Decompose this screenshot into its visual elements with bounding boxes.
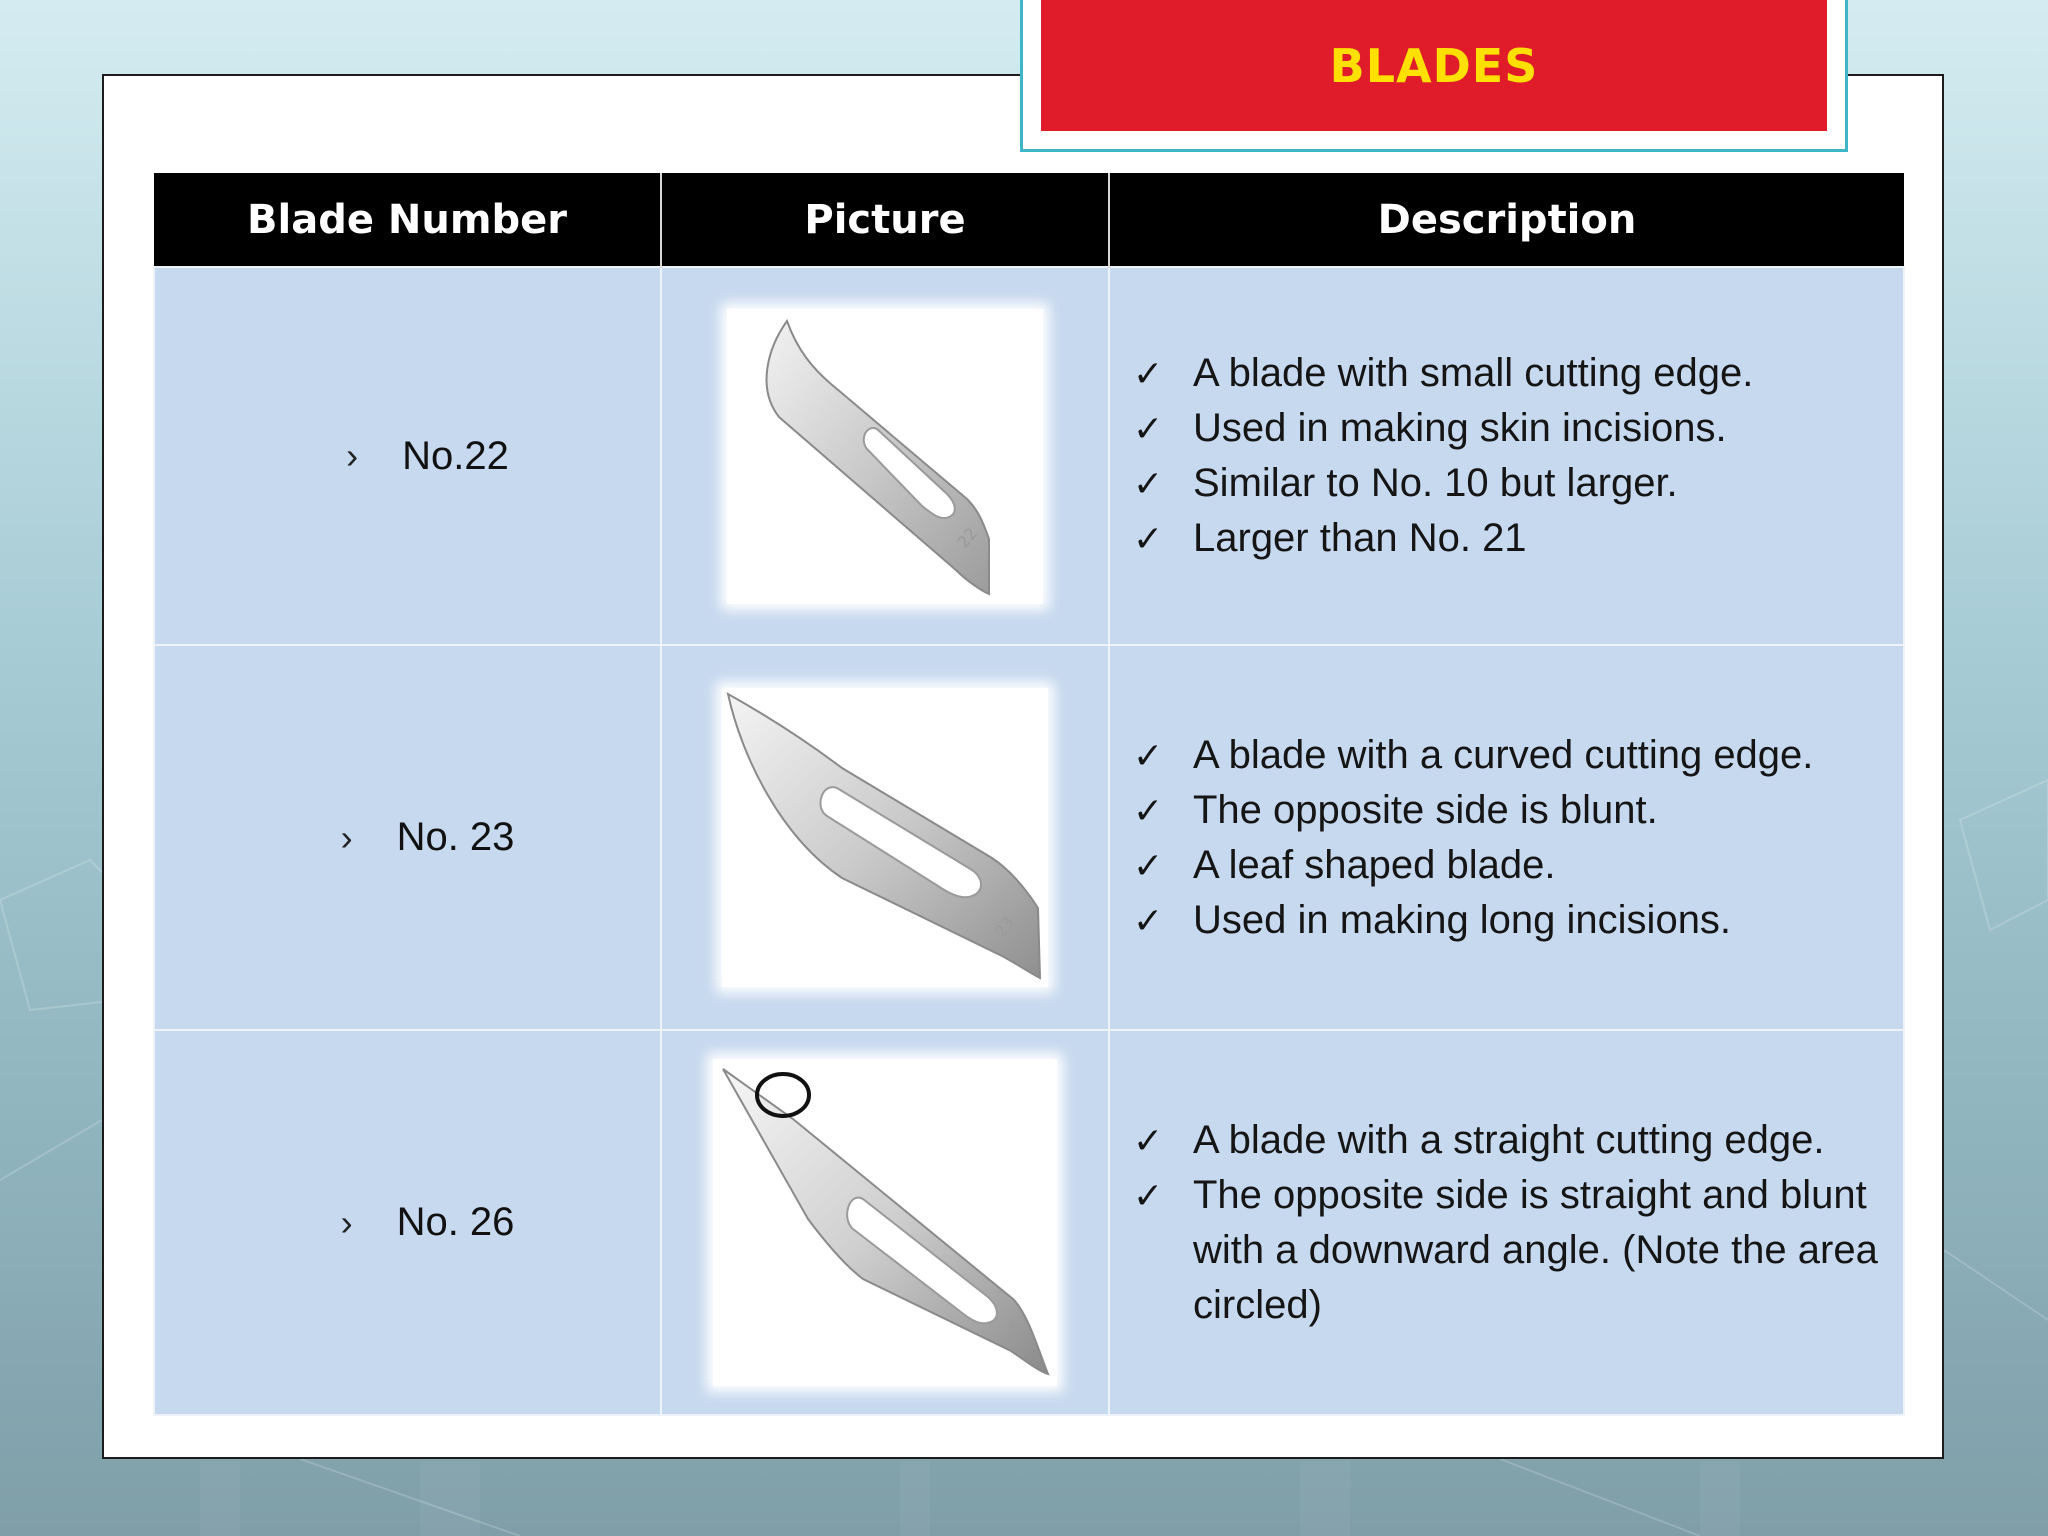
table-row: [154, 1030, 1904, 1415]
blade-description-cell: [1109, 1030, 1904, 1415]
list-item: ✓ A blade with a curved cutting edge.: [1133, 728, 1882, 783]
list-item: ✓ The opposite side is straight and blunt with a downward angle. (Note the area circled): [1133, 1168, 1882, 1333]
blade-number-cell: [154, 267, 661, 645]
slide-title: BLADES: [1329, 38, 1539, 93]
checkmark-icon: ✓: [1133, 1119, 1164, 1161]
list-item: ✓ The opposite side is blunt.: [1133, 783, 1882, 838]
checkmark-icon: ✓: [1133, 353, 1164, 394]
table-row: [154, 645, 1904, 1030]
description-list: [1111, 728, 1902, 948]
list-item: ✓ Larger than No. 21: [1133, 511, 1882, 566]
list-item: ✓ A blade with small cutting edge.: [1133, 346, 1882, 401]
blade-marking: 23: [990, 912, 1019, 941]
checkmark-icon: ✓: [1133, 518, 1164, 559]
scalpel-blade-22-icon: [727, 309, 1043, 604]
chevron-right-icon: ›: [340, 816, 353, 858]
blade-description-cell: [1109, 267, 1904, 645]
list-item: ✓ Similar to No. 10 but larger.: [1133, 456, 1882, 511]
checkmark-icon: ✓: [1133, 734, 1164, 776]
blade-picture-cell: [661, 645, 1109, 1030]
description-list: [1111, 1113, 1902, 1333]
checkmark-icon: ✓: [1133, 789, 1164, 831]
checkmark-icon: ✓: [1133, 463, 1164, 504]
blade-picture-cell: [661, 267, 1109, 645]
scalpel-blade-26-icon: [713, 1059, 1057, 1386]
blades-table: [153, 173, 1905, 1416]
table-header-row: [154, 173, 1904, 267]
blade-number-cell: [154, 645, 661, 1030]
list-item: ✓ Used in making long incisions.: [1133, 893, 1882, 948]
list-item: ✓ A leaf shaped blade.: [1133, 838, 1882, 893]
circled-area-marker: [757, 1074, 809, 1116]
blade-number: No. 26: [396, 1200, 515, 1245]
blade-description-cell: [1109, 645, 1904, 1030]
scalpel-blade-23-icon: [722, 688, 1048, 987]
table-row: [154, 267, 1904, 645]
list-item: ✓ A blade with a straight cutting edge.: [1133, 1113, 1882, 1168]
header-blade-number: Blade Number: [154, 173, 661, 267]
header-description: Description: [1109, 173, 1904, 267]
description-list: [1111, 346, 1902, 566]
chevron-right-icon: ›: [340, 1201, 353, 1243]
chevron-right-icon: ›: [346, 435, 359, 477]
blade-number-cell: [154, 1030, 661, 1415]
title-frame: [1020, 0, 1848, 152]
blade-picture-cell: [661, 1030, 1109, 1415]
checkmark-icon: ✓: [1133, 408, 1164, 449]
blade-number: No. 23: [396, 815, 515, 860]
checkmark-icon: ✓: [1133, 844, 1164, 886]
header-picture: Picture: [661, 173, 1109, 267]
checkmark-icon: ✓: [1133, 899, 1164, 941]
title-band: [1041, 0, 1827, 131]
checkmark-icon: ✓: [1133, 1174, 1164, 1216]
blade-marking: 26: [999, 1316, 1031, 1347]
blade-number: No.22: [402, 433, 509, 478]
blade-marking: 22: [953, 523, 982, 552]
list-item: ✓ Used in making skin incisions.: [1133, 401, 1882, 456]
